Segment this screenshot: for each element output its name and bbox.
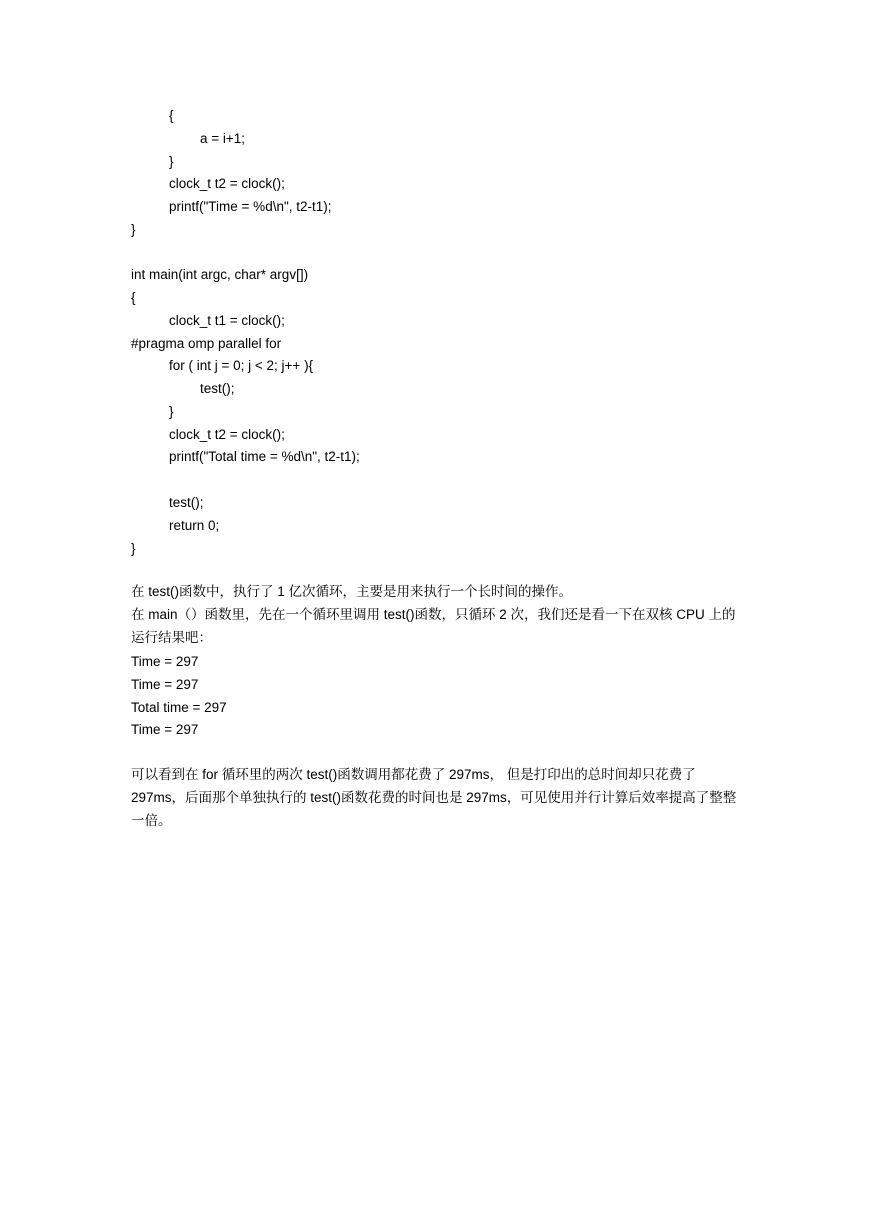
code-line: } — [131, 541, 136, 556]
code-line: clock_t t2 = clock(); — [169, 427, 285, 442]
output-line: Time = 297 — [131, 654, 199, 669]
explanation-paragraph: 在 test()函数中，执行了 1 亿次循环，主要是用来执行一个长时间的操作。 — [131, 584, 573, 599]
code-line: { — [169, 108, 174, 123]
code-line: test(); — [200, 381, 235, 396]
code-line: return 0; — [169, 518, 220, 533]
code-line: int main(int argc, char* argv[]) — [131, 267, 309, 282]
code-line: } — [131, 222, 136, 237]
code-line: a = i+1; — [200, 131, 246, 146]
code-line: } — [169, 154, 174, 169]
conclusion-paragraph: 可以看到在 for 循环里的两次 test()函数调用都花费了 297ms， 但是打印出的总时间却只花费了 297ms，后面那个单独执行的 test()函数花费的时间也是 297ms，可见使用并行计算后效率提高了整整一倍。 — [131, 767, 737, 828]
code-line: } — [169, 404, 174, 419]
code-line: clock_t t2 = clock(); — [169, 176, 285, 191]
output-line: Time = 297 — [131, 722, 199, 737]
code-line: { — [131, 290, 136, 305]
code-line: printf("Total time = %d\n", t2-t1); — [169, 449, 360, 464]
code-line: test(); — [169, 495, 204, 510]
code-line: for ( int j = 0; j < 2; j++ ){ — [169, 358, 314, 373]
code-line: printf("Time = %d\n", t2-t1); — [169, 199, 332, 214]
code-line: clock_t t1 = clock(); — [169, 313, 285, 328]
output-line: Total time = 297 — [131, 700, 227, 715]
code-line: #pragma omp parallel for — [131, 336, 282, 351]
output-line: Time = 297 — [131, 677, 199, 692]
explanation-paragraph: 在 main（）函数里，先在一个循环里调用 test()函数，只循环 2 次，我们还是看一下在双核 CPU 上的运行结果吧： — [131, 607, 736, 645]
